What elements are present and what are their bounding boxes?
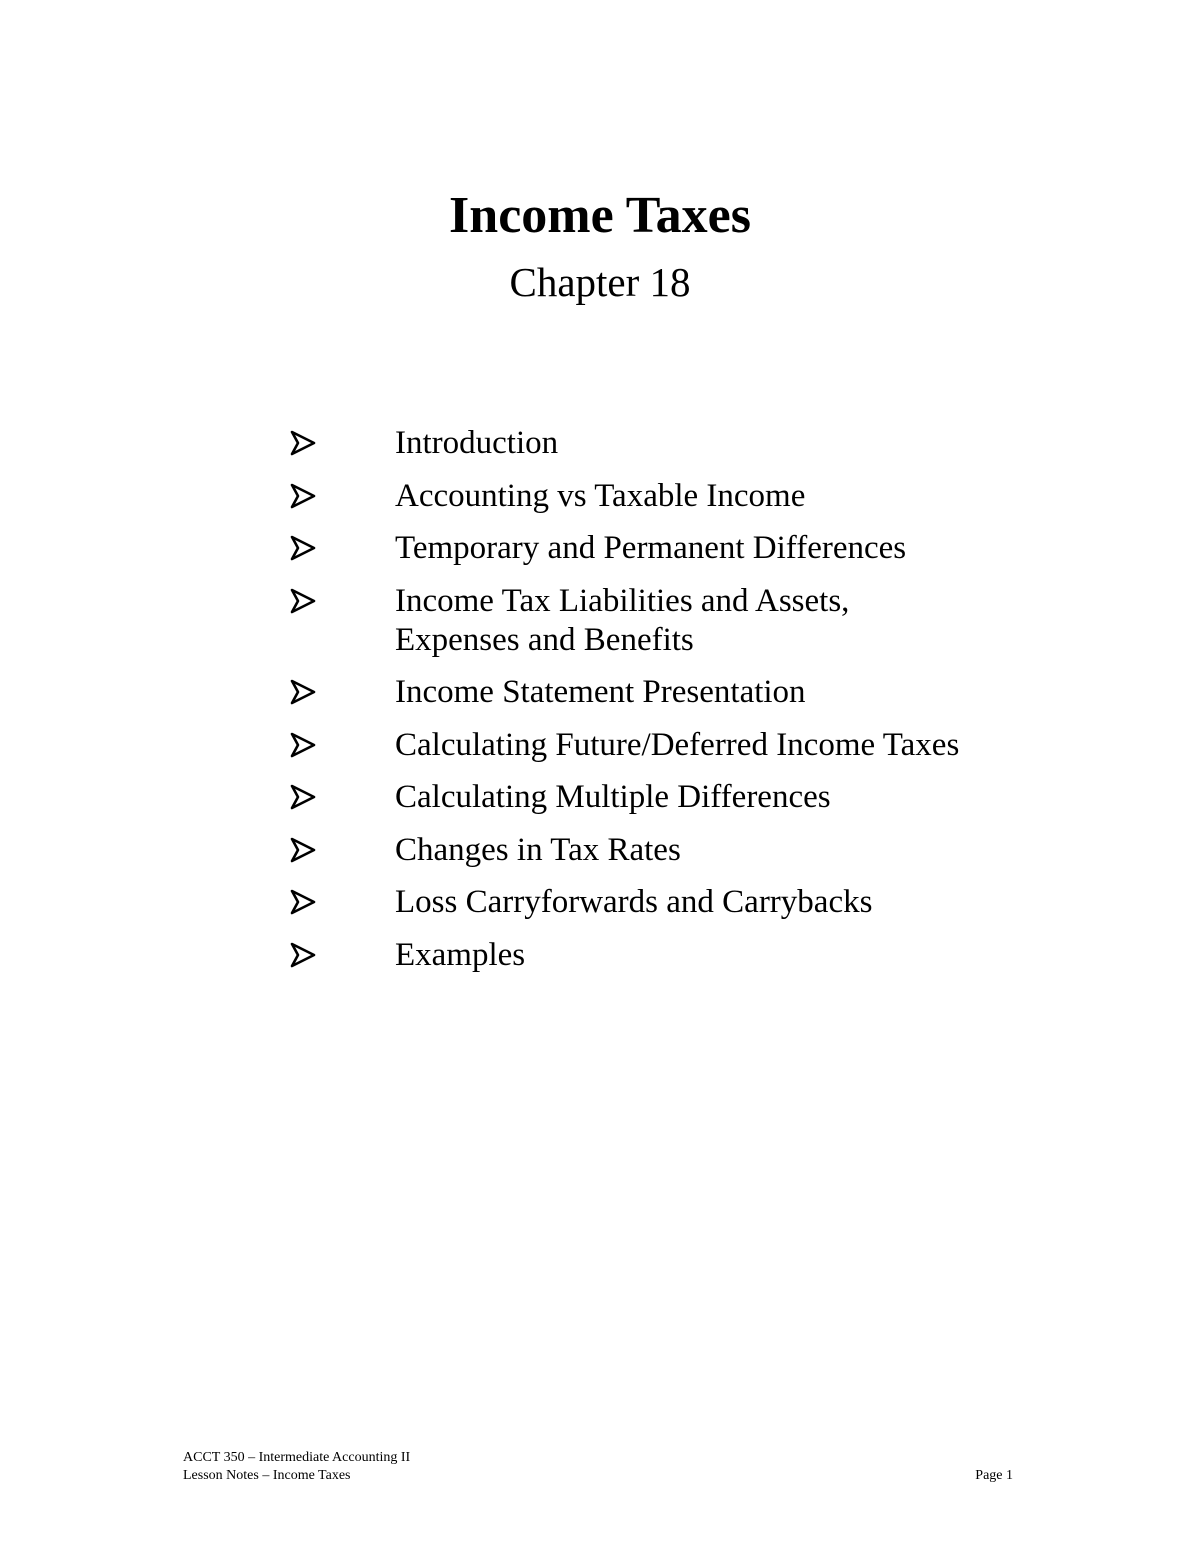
arrow-bullet-icon	[290, 673, 320, 712]
arrow-bullet-icon	[290, 424, 320, 463]
topic-item	[290, 582, 1110, 660]
topic-text: Income Statement Presentation	[395, 674, 806, 710]
arrow-bullet-icon	[290, 778, 320, 817]
topic-text: Income Tax Liabilities and Assets, Expenses and Benefits	[395, 582, 850, 658]
topic-text: Introduction	[395, 425, 559, 461]
page-footer	[183, 1449, 1013, 1485]
topic-item	[290, 883, 1110, 922]
arrow-bullet-icon	[290, 582, 320, 621]
topic-item	[290, 831, 1110, 870]
topic-text: Calculating Multiple Differences	[395, 779, 831, 815]
topic-text: Loss Carryforwards and Carrybacks	[395, 884, 873, 920]
topic-text: Accounting vs Taxable Income	[395, 477, 806, 514]
arrow-bullet-icon	[290, 477, 320, 516]
topic-item	[290, 726, 1110, 765]
arrow-bullet-icon	[290, 831, 320, 870]
topic-list	[290, 424, 1110, 988]
topic-item	[290, 778, 1110, 817]
arrow-bullet-icon	[290, 726, 320, 765]
topic-text: Changes in Tax Rates	[395, 831, 681, 868]
footer-notes: Lesson Notes – Income Taxes	[183, 1468, 351, 1483]
topic-item	[290, 477, 1110, 516]
topic-item	[290, 936, 1110, 975]
arrow-bullet-icon	[290, 529, 320, 568]
page-number: Page 1	[975, 1468, 1013, 1483]
topic-text: Temporary and Permanent Differences	[395, 530, 907, 566]
arrow-bullet-icon	[290, 936, 320, 975]
topic-item	[290, 673, 1110, 712]
topic-item	[290, 529, 1110, 568]
chapter-subtitle: Chapter 18	[509, 259, 691, 305]
topic-text: Calculating Future/Deferred Income Taxes	[395, 726, 960, 763]
page-title: Income Taxes	[449, 187, 751, 244]
topic-text: Examples	[395, 936, 526, 973]
arrow-bullet-icon	[290, 883, 320, 922]
topic-item	[290, 424, 1110, 463]
footer-course: ACCT 350 – Intermediate Accounting II	[183, 1450, 411, 1465]
